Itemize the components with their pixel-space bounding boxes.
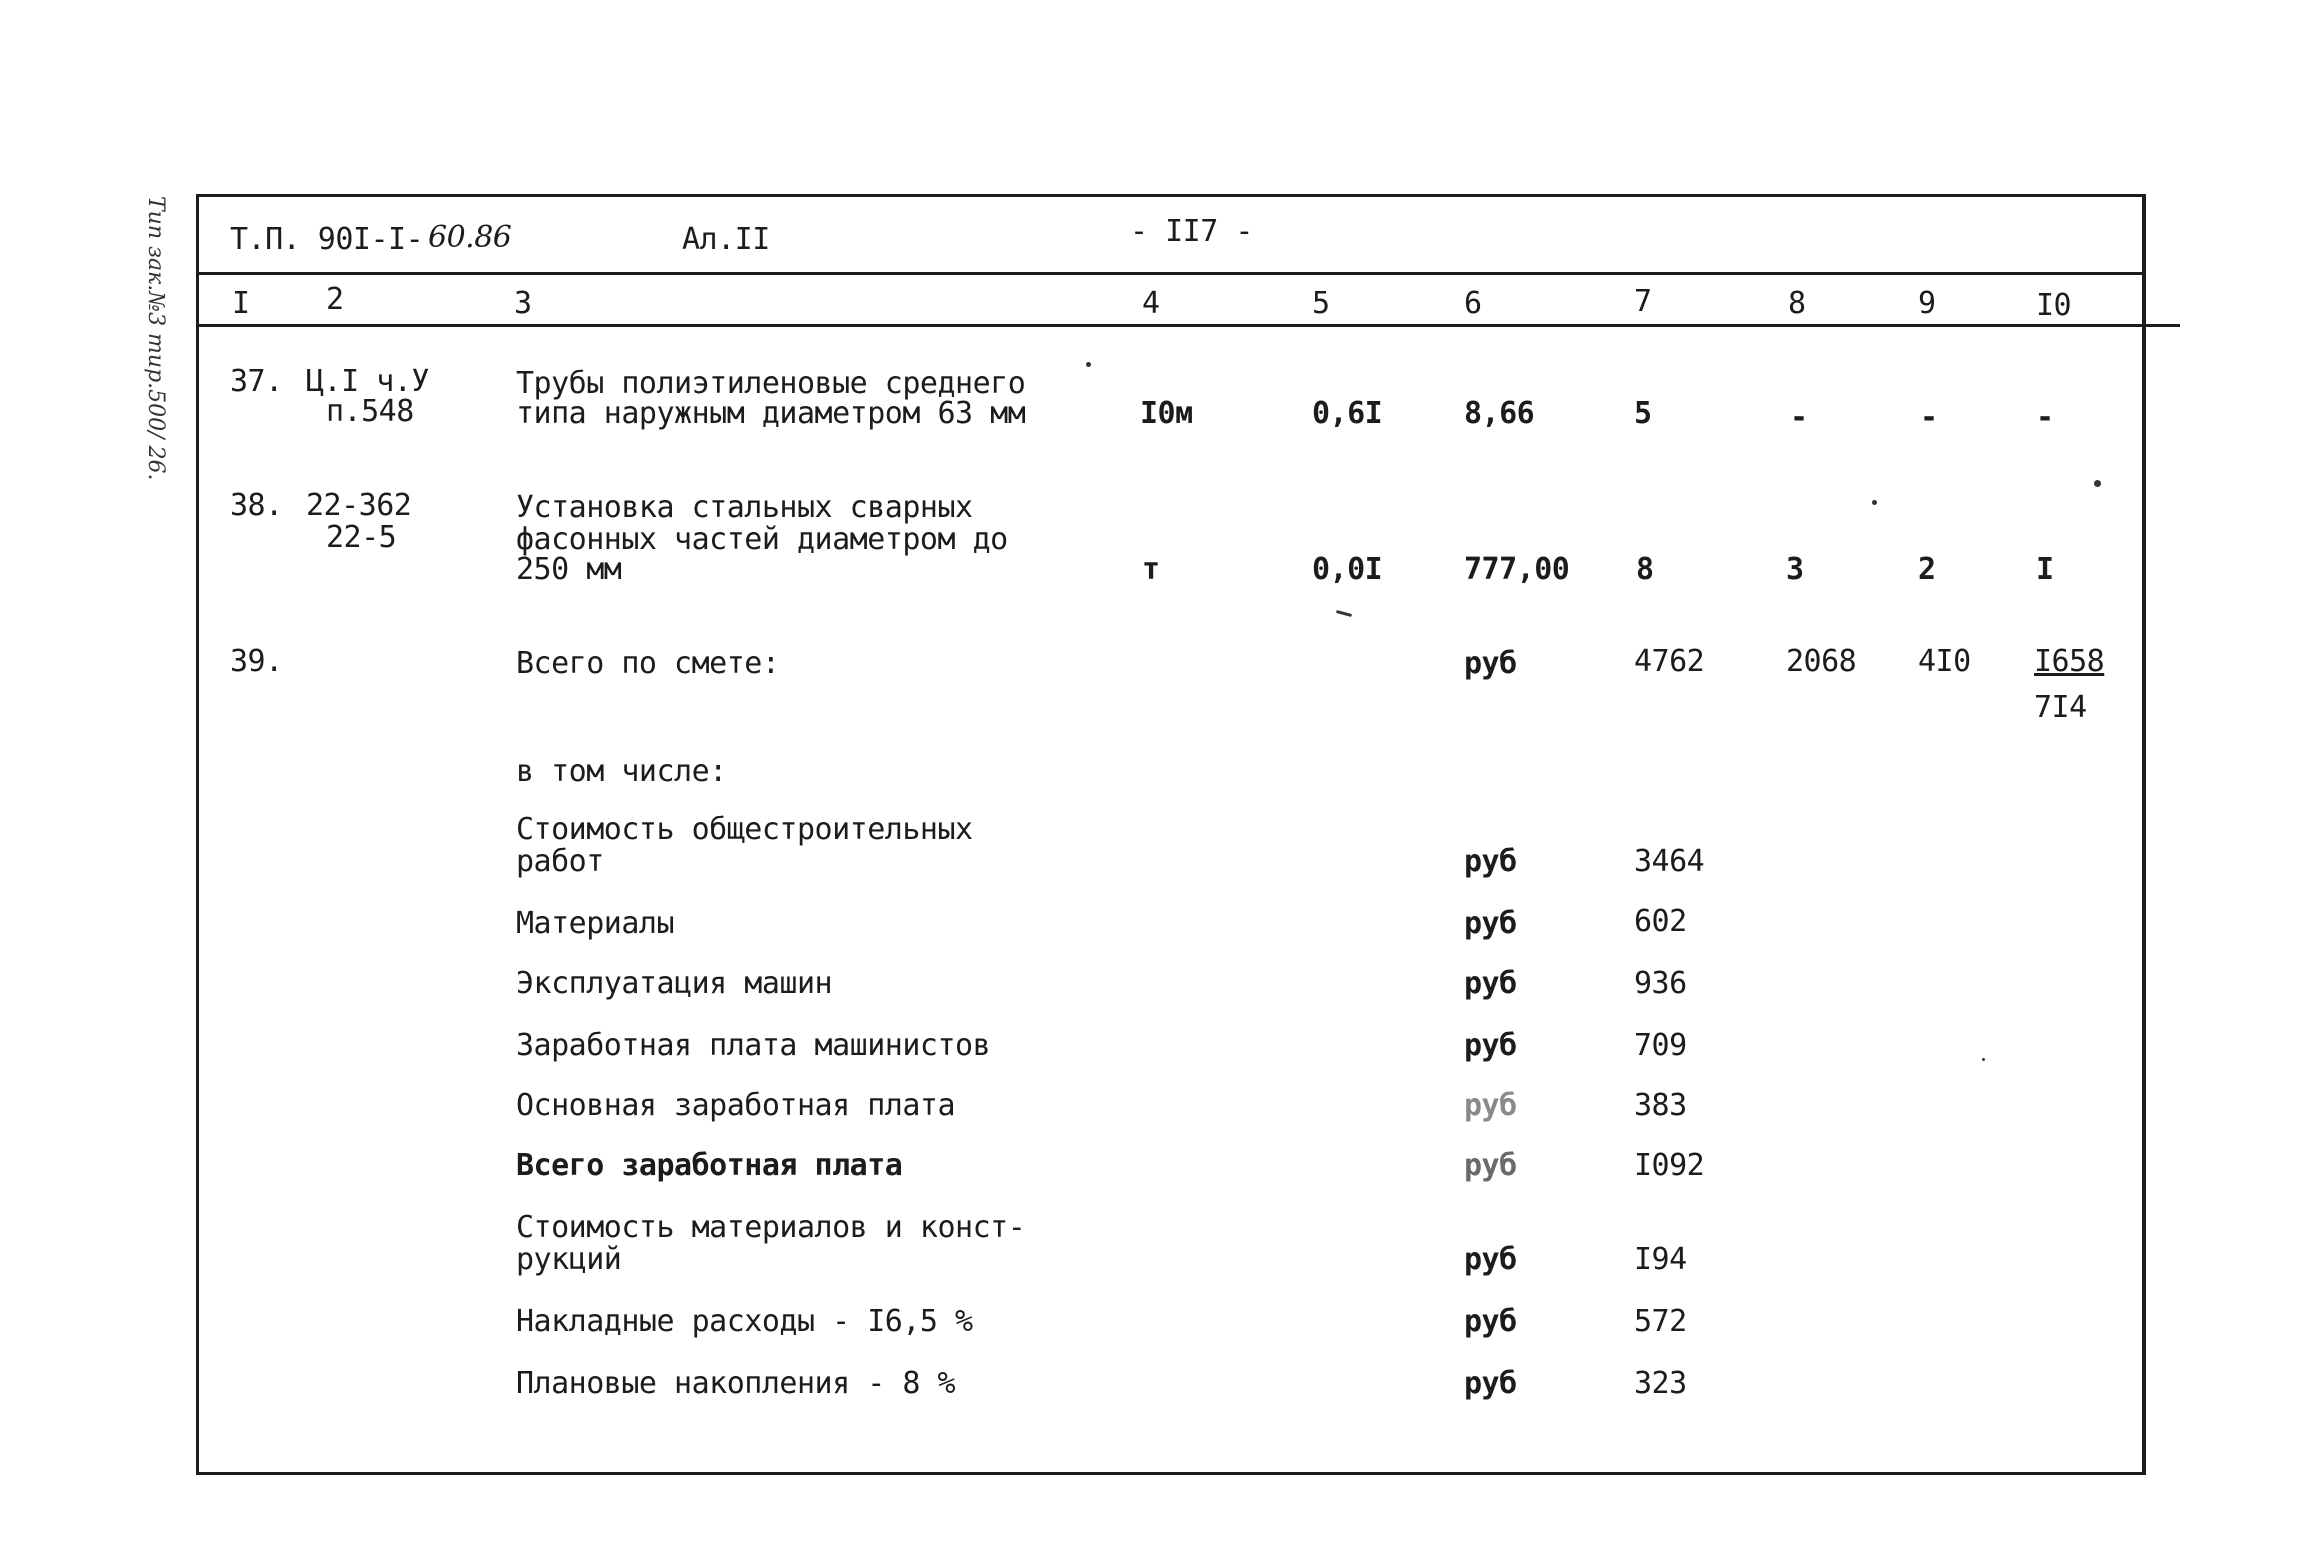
row-38-description-line-2: фасонных частей диаметром до — [516, 522, 1008, 557]
breakdown-materials-structures-unit: руб — [1464, 1242, 1517, 1277]
breakdown-machine-operation-value: 936 — [1634, 966, 1687, 1001]
total-col-10-lower: 7I4 — [2034, 690, 2087, 725]
column-header-2: 2 — [326, 282, 344, 317]
estimate-table-frame — [196, 194, 2146, 1475]
row-38-quantity: 0,0I — [1312, 552, 1383, 587]
including-label: в том числе: — [516, 754, 727, 789]
scan-speck — [2094, 480, 2101, 487]
document-code-prefix: Т.П. 90I-I- — [230, 222, 424, 257]
breakdown-basic-wages-label: Основная заработная плата — [516, 1088, 956, 1123]
breakdown-machine-operation-label: Эксплуатация машин — [516, 966, 833, 1001]
row-37-code-line-2: п.548 — [326, 394, 414, 429]
document-code-suffix: 60.86 — [428, 220, 512, 255]
breakdown-materials-label: Материалы — [516, 906, 675, 941]
row-37-col-8: - — [1790, 400, 1808, 435]
row-37-description-line-1: Трубы полиэтиленовые среднего — [516, 366, 1026, 401]
row-37-code-line-1: Ц.I ч.У — [306, 364, 429, 399]
breakdown-general-construction-unit: руб — [1464, 844, 1517, 879]
row-38-description-line-3: 250 мм — [516, 552, 622, 587]
column-header-4: 4 — [1142, 286, 1160, 321]
page-number: - II7 - — [1130, 214, 1253, 249]
breakdown-machine-operation-unit: руб — [1464, 966, 1517, 1001]
total-col-7: 4762 — [1634, 644, 1705, 679]
total-label: Всего по смете: — [516, 646, 780, 681]
total-col-10-upper: I658 — [2034, 644, 2105, 679]
total-col-8: 2068 — [1786, 644, 1857, 679]
breakdown-general-construction-value: 3464 — [1634, 844, 1705, 879]
row-38-col-10: I — [2036, 552, 2054, 587]
row-37-description-line-2: типа наружным диаметром 63 мм — [516, 396, 1026, 431]
breakdown-operator-wages-label: Заработная плата машинистов — [516, 1028, 991, 1063]
breakdown-total-wages-label: Всего заработная плата — [516, 1148, 903, 1183]
row-37-col-9: - — [1920, 400, 1938, 435]
row-38-code-line-1: 22-362 — [306, 488, 412, 523]
column-header-1: I — [232, 286, 250, 321]
breakdown-operator-wages-unit: руб — [1464, 1028, 1517, 1063]
breakdown-planned-savings-value: 323 — [1634, 1366, 1687, 1401]
row-37-quantity: 0,6I — [1312, 396, 1383, 431]
row-37-col-7: 5 — [1634, 396, 1652, 431]
column-header-9: 9 — [1918, 286, 1936, 321]
breakdown-materials-structures-line-2: рукций — [516, 1242, 622, 1277]
column-header-7: 7 — [1634, 284, 1652, 319]
breakdown-planned-savings-label: Плановые накопления - 8 % — [516, 1366, 956, 1401]
breakdown-planned-savings-unit: руб — [1464, 1366, 1517, 1401]
column-header-8: 8 — [1788, 286, 1806, 321]
row-39-number: 39. — [230, 644, 283, 679]
column-header-6: 6 — [1464, 286, 1482, 321]
column-header-3: 3 — [514, 286, 532, 321]
row-37-col-10: - — [2036, 400, 2054, 435]
album-label: Ал.II — [682, 222, 770, 257]
breakdown-basic-wages-unit: руб — [1464, 1088, 1517, 1123]
breakdown-overhead-value: 572 — [1634, 1304, 1687, 1339]
row-38-description-line-1: Установка стальных сварных — [516, 490, 973, 525]
row-37-unit: I0м — [1140, 396, 1193, 431]
breakdown-overhead-label: Накладные расходы - I6,5 % — [516, 1304, 973, 1339]
row-38-code-line-2: 22-5 — [326, 520, 397, 555]
breakdown-total-wages-unit: руб — [1464, 1148, 1517, 1183]
breakdown-basic-wages-value: 383 — [1634, 1088, 1687, 1123]
scan-speck — [1872, 500, 1877, 505]
breakdown-materials-structures-value: I94 — [1634, 1242, 1687, 1277]
row-37-unit-price: 8,66 — [1464, 396, 1535, 431]
column-header-5: 5 — [1312, 286, 1330, 321]
breakdown-materials-value: 602 — [1634, 904, 1687, 939]
row-38-col-7: 8 — [1636, 552, 1654, 587]
breakdown-materials-unit: руб — [1464, 906, 1517, 941]
scan-speck — [1982, 1058, 1985, 1061]
column-header-10: I0 — [2036, 288, 2072, 323]
row-38-unit: т — [1142, 552, 1160, 587]
row-37-number: 37. — [230, 364, 283, 399]
total-col-9: 4I0 — [1918, 644, 1971, 679]
breakdown-materials-structures-line-1: Стоимость материалов и конст- — [516, 1210, 1026, 1245]
breakdown-overhead-unit: руб — [1464, 1304, 1517, 1339]
scan-speck — [1086, 362, 1091, 367]
row-38-unit-price: 777,00 — [1464, 552, 1570, 587]
breakdown-general-construction-line-2: работ — [516, 844, 604, 879]
row-38-number: 38. — [230, 488, 283, 523]
header-divider — [196, 272, 2146, 275]
total-unit: руб — [1464, 646, 1517, 681]
row-38-col-9: 2 — [1918, 552, 1936, 587]
column-header-divider — [196, 324, 2180, 327]
breakdown-general-construction-line-1: Стоимость общестроительных — [516, 812, 973, 847]
row-38-col-8: 3 — [1786, 552, 1804, 587]
breakdown-total-wages-value: I092 — [1634, 1148, 1705, 1183]
breakdown-operator-wages-value: 709 — [1634, 1028, 1687, 1063]
side-archive-note: Тип зак.№3 тир.500/ 26. — [143, 196, 168, 481]
